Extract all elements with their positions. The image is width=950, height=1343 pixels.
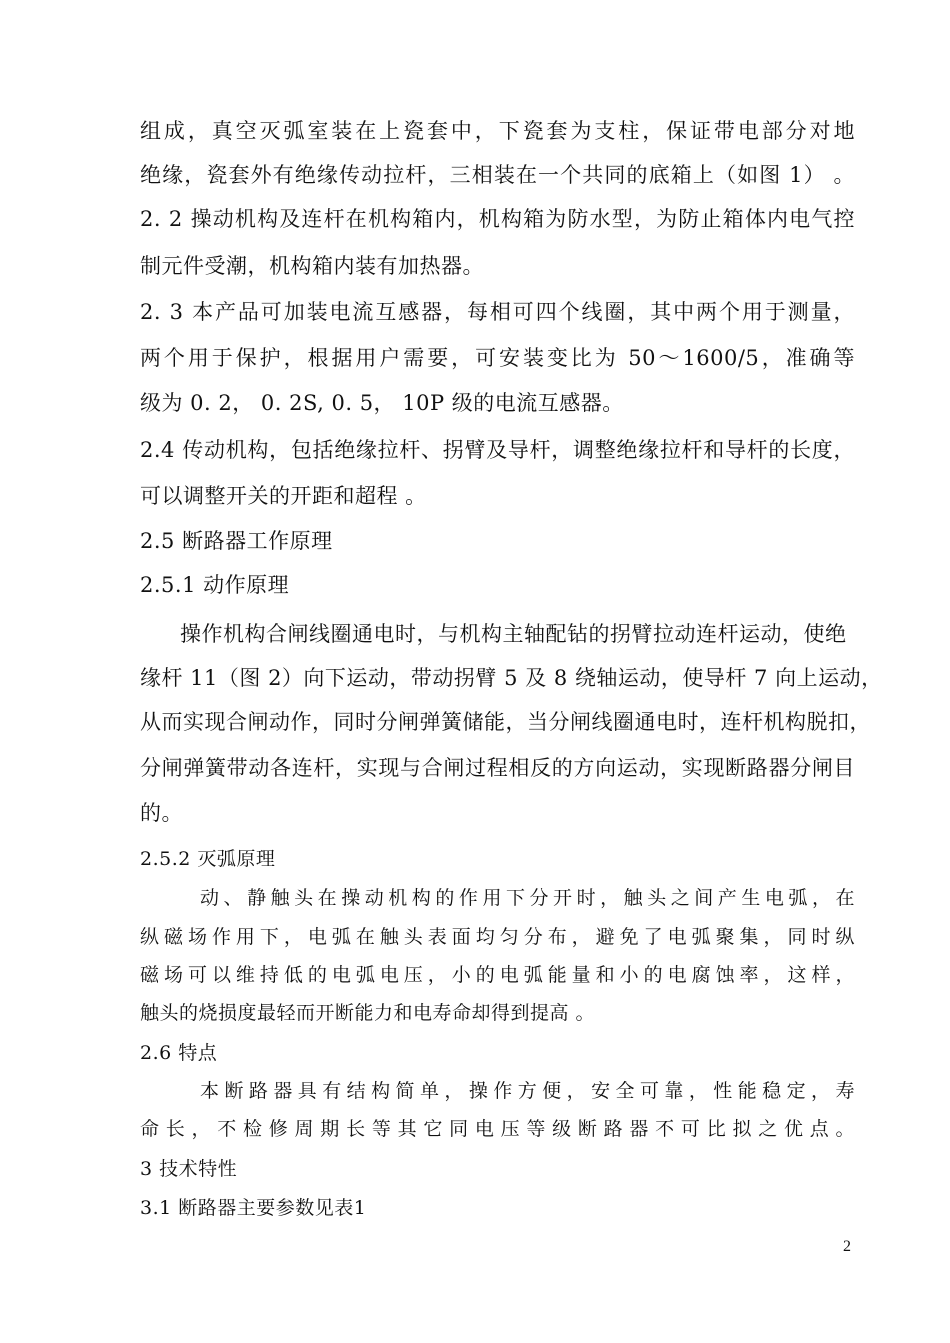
section-heading-2-6: 2.6 特点 [140, 1042, 218, 1064]
body-line: 绝缘，瓷套外有绝缘传动拉杆，三相装在一个共同的底箱上（如图 1） 。 [140, 163, 855, 187]
section-heading-2-3: 2. 3 本产品可加装电流互感器，每相可四个线圈，其中两个用于测量， [140, 300, 855, 324]
section-heading-3: 3 技术特性 [140, 1158, 238, 1180]
body-line: 分闸弹簧带动各连杆，实现与合闸过程相反的方向运动，实现断路器分闸目 [140, 756, 855, 780]
body-line: 触头的烧损度最轻而开断能力和电寿命却得到提高 。 [140, 1002, 596, 1024]
section-heading-2-5-2: 2.5.2 灭弧原理 [140, 848, 276, 870]
section-heading-3-1: 3.1 断路器主要参数见表1 [140, 1197, 367, 1219]
body-line: 动、静触头在操动机构的作用下分开时，触头之间产生电弧，在 [200, 887, 855, 909]
section-heading-2-5-1: 2.5.1 动作原理 [140, 573, 290, 597]
body-line: 两个用于保护，根据用户需要，可安装变比为 50～1600/5，准确等 [140, 346, 855, 370]
section-heading-2-2: 2. 2 操动机构及连杆在机构箱内，机构箱为防水型，为防止箱体内电气控 [140, 207, 855, 231]
section-heading-2-4: 2.4 传动机构，包括绝缘拉杆、拐臂及导杆，调整绝缘拉杆和导杆的长度， [140, 438, 855, 462]
body-line: 可以调整开关的开距和超程 。 [140, 484, 427, 508]
body-line: 缘杆 11（图 2）向下运动，带动拐臂 5 及 8 绕轴运动，使导杆 7 向上运动， [140, 666, 883, 690]
body-line: 从而实现合闸动作，同时分闸弹簧储能，当分闸线圈通电时，连杆机构脱扣， [140, 710, 871, 734]
body-line: 纵磁场作用下，电弧在触头表面均匀分布，避免了电弧聚集，同时纵 [140, 926, 855, 948]
body-line: 命长，不检修周期长等其它同电压等级断路器不可比拟之优点。 [140, 1118, 855, 1140]
body-line: 级为 0. 2， 0. 2S, 0. 5， 10P 级的电流互感器。 [140, 391, 624, 415]
page-number: 2 [843, 1238, 851, 1255]
body-line: 的。 [140, 801, 183, 825]
body-line: 组成，真空灭弧室装在上瓷套中，下瓷套为支柱，保证带电部分对地 [140, 119, 855, 143]
section-heading-2-5: 2.5 断路器工作原理 [140, 529, 333, 553]
body-line: 制元件受潮，机构箱内装有加热器。 [140, 254, 484, 278]
body-line: 操作机构合闸线圈通电时，与机构主轴配钻的拐臂拉动连杆运动，使绝 [180, 622, 847, 646]
body-line: 磁场可以维持低的电弧电压，小的电弧能量和小的电腐蚀率，这样， [140, 964, 855, 986]
body-line: 本断路器具有结构简单，操作方便，安全可靠，性能稳定，寿 [200, 1080, 855, 1102]
